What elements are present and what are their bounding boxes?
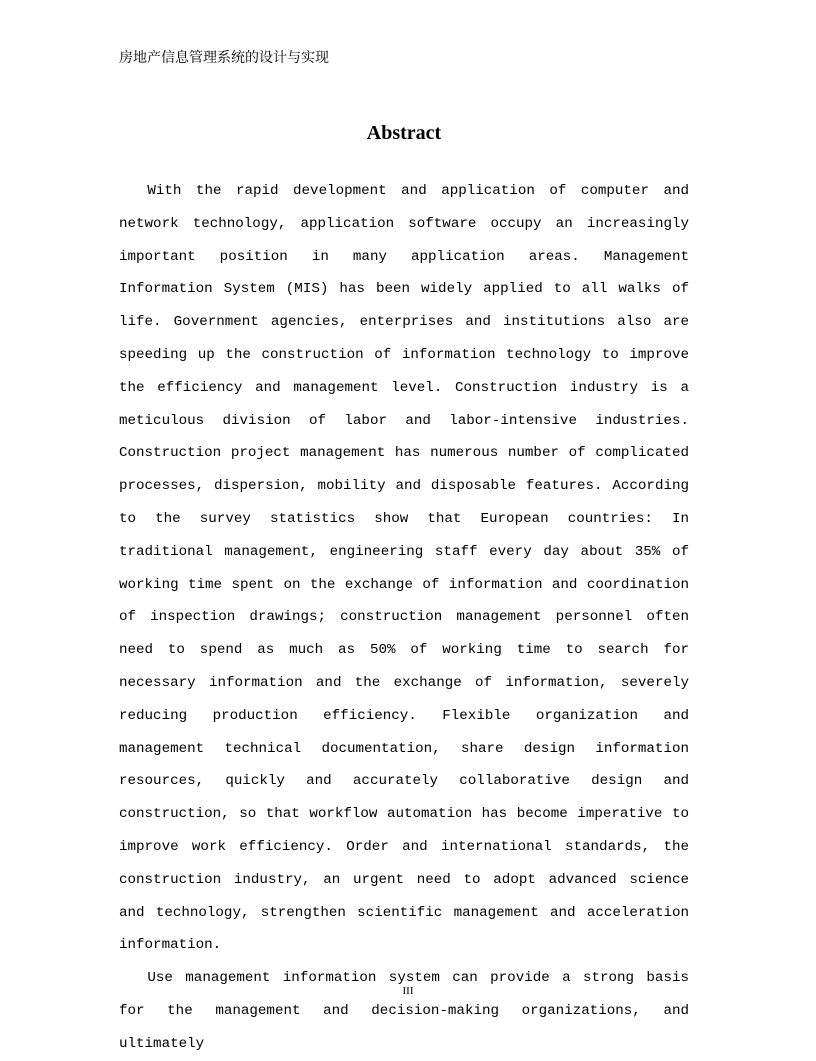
abstract-paragraph-2: Use management information system can provide a strong basis for the management and decision-making organizations, and ultimately — [119, 970, 689, 1052]
abstract-body — [119, 175, 689, 1061]
abstract-paragraph-1: With the rapid development and application of computer and network technology, application software occupy an increasingly important position in many application areas. Management Information System (MIS) has been widely applied to all walks of life. Government agencies, enterprises and institutions also are speeding up the construction of information technology to improve the efficiency and management level. Construction industry is a meticulous division of labor and labor-intensive industries. Construction project management has numerous number of complicated processes, dispersion, mobility and disposable features. According to the survey statistics show that European countries: In traditional management, engineering staff every day about 35% of working time spent on the exchange of information and coordination of inspection drawings; construction management personnel often need to spend as much as 50% of working time to search for necessary information and the exchange of information, severely reducing production efficiency. Flexible organization and management technical documentation, share design information resources, quickly and accurately collaborative design and construction, so that workflow automation has become imperative to improve work efficiency. Order and international standards, the construction industry, an urgent need to adopt advanced science and technology, strengthen scientific management and acceleration information. — [119, 183, 689, 954]
page-number: III — [402, 985, 414, 997]
running-header: 房地产信息管理系统的设计与实现 — [119, 50, 329, 66]
abstract-title: Abstract — [366, 122, 442, 144]
